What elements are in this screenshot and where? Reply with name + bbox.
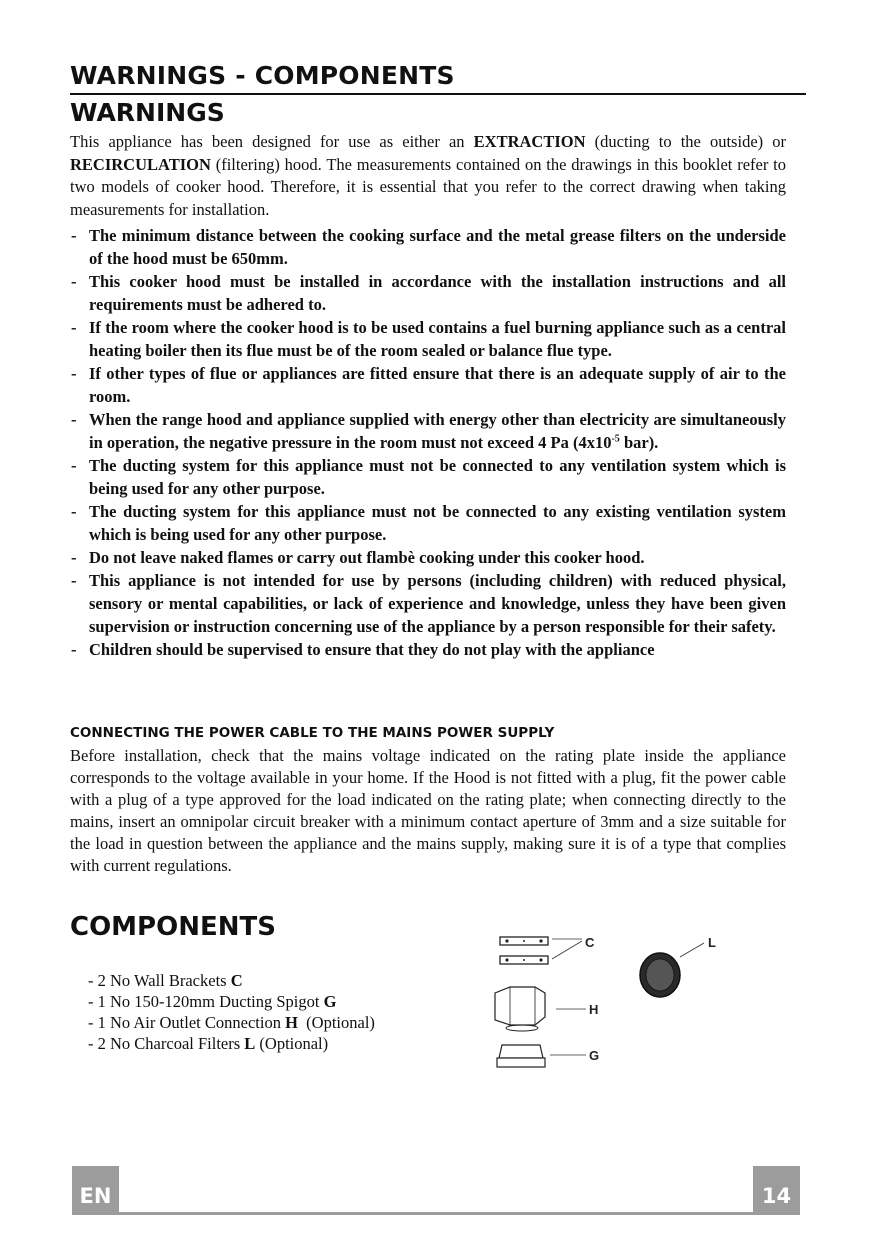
component-item bbox=[88, 991, 375, 1012]
page-title: WARNINGS - COMPONENTS bbox=[70, 60, 806, 95]
component-text: 1 No Air Outlet Connection bbox=[97, 1013, 286, 1032]
components-illustration bbox=[490, 925, 730, 1075]
page-number: 14 bbox=[753, 1166, 800, 1214]
component-text: 2 No Charcoal Filters bbox=[97, 1034, 245, 1053]
warning-item: - The ducting system for this appliance must not be connected to any existing ventilation system which is being used for any other purpose. bbox=[70, 500, 786, 546]
component-note: (Optional) bbox=[255, 1034, 329, 1053]
pressure-tail: bar). bbox=[619, 433, 659, 452]
power-text: Before installation, check that the mains voltage indicated on the rating plate inside the appliance corresponds to the voltage available in your home. If the Hood is not fitted with a plug, fit the power cable with a plug of a type approved for the load indicated on the rating plate; when connecting directly to the mains, insert an omnipolar circuit breaker with a minimum contact aperture of 3mm and a size suitable for the load in question between the appliance and the mains supply, making sure it is of a type that complies with current regulations. bbox=[70, 746, 786, 875]
ducting-spigot-icon bbox=[497, 1045, 586, 1067]
components-list bbox=[88, 970, 375, 1054]
component-item bbox=[88, 1033, 375, 1054]
component-code: H bbox=[285, 1013, 298, 1032]
warning-item: - If the room where the cooker hood is to be used contains a fuel burning appliance such as a central heating boiler then its flue must be of the room sealed or balance flue type. bbox=[70, 316, 786, 362]
label-c: C bbox=[585, 935, 595, 950]
warning-item: - This cooker hood must be installed in accordance with the installation instructions and all requirements must be adhered to. bbox=[70, 270, 786, 316]
power-heading: CONNECTING THE POWER CABLE TO THE MAINS POWER SUPPLY bbox=[70, 725, 555, 741]
component-text: 2 No Wall Brackets bbox=[97, 971, 231, 990]
pressure-exponent: -5 bbox=[611, 433, 620, 445]
component-item bbox=[88, 1012, 375, 1033]
warning-item: - The minimum distance between the cooking surface and the metal grease filters on the underside of the hood must be 650mm. bbox=[70, 224, 786, 270]
component-code: C bbox=[230, 971, 243, 990]
air-outlet-icon bbox=[495, 987, 586, 1031]
intro-text-3: (filtering) hood. The measurements contained on the drawings in this booklet refer to two models of cooker hood. Therefore, it is essential that you refer to the correct drawing when taking measurements for installation. bbox=[70, 154, 786, 219]
component-note: (Optional) bbox=[297, 1013, 375, 1032]
warnings-heading: WARNINGS bbox=[70, 98, 225, 127]
warnings-list bbox=[70, 224, 786, 661]
intro-recirculation: RECIRCULATION bbox=[70, 154, 211, 174]
warning-item: - Children should be supervised to ensure that they do not play with the appliance bbox=[70, 638, 786, 661]
warnings-intro bbox=[70, 131, 786, 221]
footer-divider bbox=[72, 1212, 800, 1215]
label-g: G bbox=[589, 1048, 600, 1063]
components-heading: COMPONENTS bbox=[70, 912, 276, 942]
label-l: L bbox=[708, 935, 716, 950]
label-h: H bbox=[589, 1002, 599, 1017]
component-code: G bbox=[323, 992, 337, 1011]
warning-item: - Do not leave naked flames or carry out flambè cooking under this cooker hood. bbox=[70, 546, 786, 569]
warning-pressure-text: When the range hood and appliance supplied with energy other than electricity are simultaneously in operation, the negative pressure in the room must not exceed 4 Pa (4x10 bbox=[89, 410, 786, 452]
component-code: L bbox=[244, 1034, 256, 1053]
intro-text-1: This appliance has been designed for use as either an bbox=[70, 132, 474, 151]
warning-item: - This appliance is not intended for use by persons (including children) with reduced physical, sensory or mental capabilities, or lack of experience and knowledge, unless they have been given supervision or instruction concerning use of the appliance by a person responsible for their safety. bbox=[70, 569, 786, 638]
intro-extraction: EXTRACTION bbox=[473, 132, 586, 151]
language-badge: EN bbox=[72, 1166, 119, 1214]
component-text: 1 No 150-120mm Ducting Spigot bbox=[97, 992, 324, 1011]
intro-text-2: (ducting to the outside) or bbox=[585, 132, 786, 151]
warning-item bbox=[70, 408, 786, 454]
warning-item: - The ducting system for this appliance must not be connected to any ventilation system which is being used for any other purpose. bbox=[70, 454, 786, 500]
wall-bracket-icon bbox=[500, 937, 582, 964]
component-item bbox=[88, 970, 375, 991]
warning-item: - If other types of flue or appliances are fitted ensure that there is an adequate supply of air to the room. bbox=[70, 362, 786, 408]
charcoal-filter-icon bbox=[640, 943, 704, 997]
